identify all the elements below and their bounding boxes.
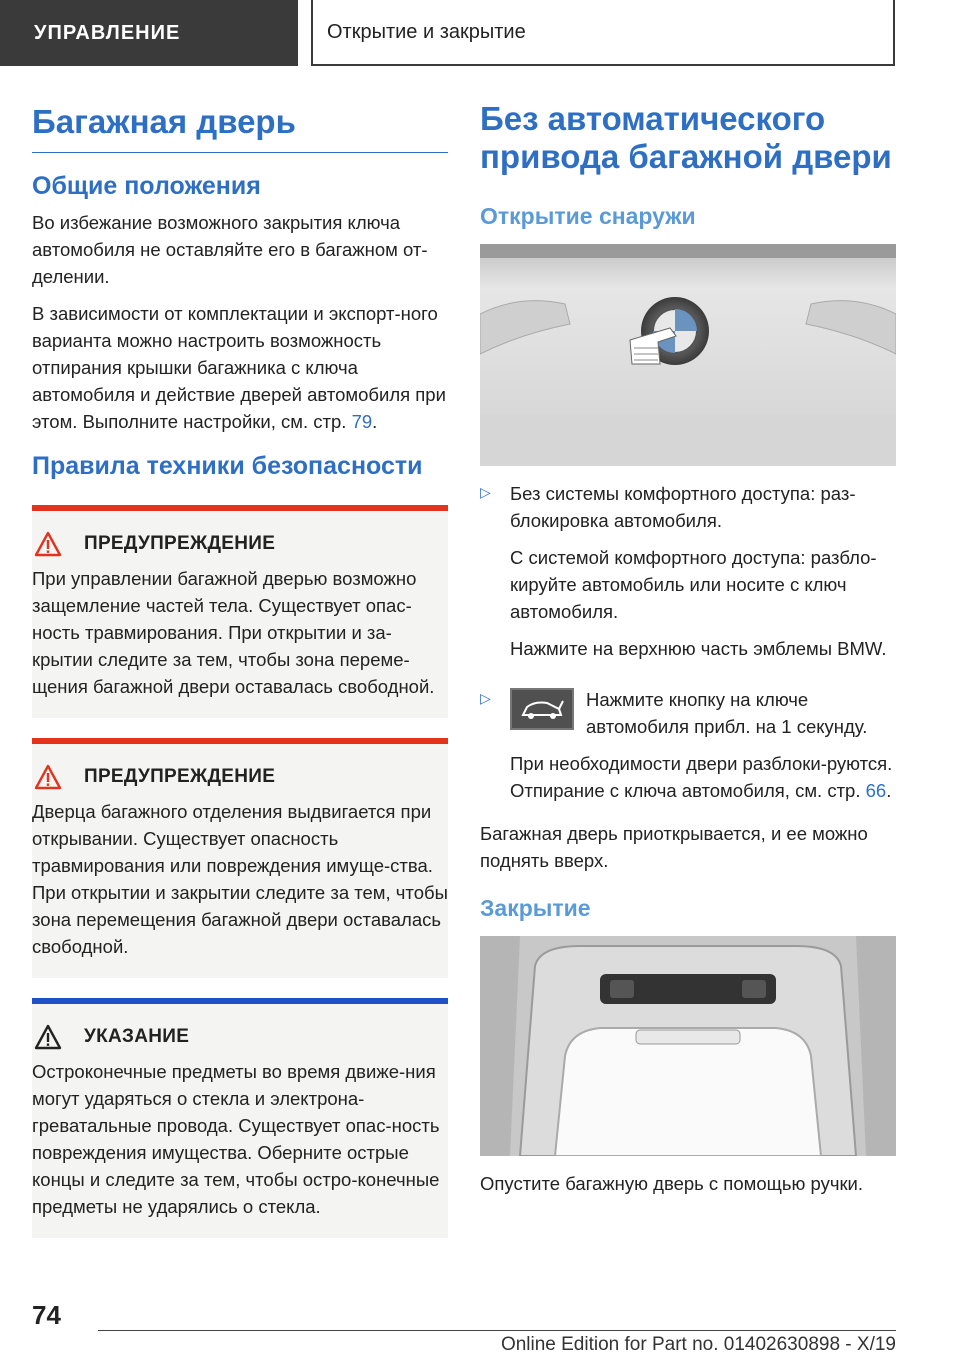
warning-text-2: Дверца багажного отделения выдвигается при открывании. Существует опасность травмирования или повреждения имуще-ства. При открытии и закрытии следите за тем, чтобы зона перемещения багажной двери оставалась свободной. <box>32 801 448 957</box>
after-bullets-paragraph: Багажная дверь приоткрывается, и ее можно поднять вверх. <box>480 823 868 871</box>
tailgate-emblem-image <box>480 244 896 466</box>
page-header <box>0 0 960 66</box>
warning-triangle-icon <box>34 531 62 557</box>
page-title: Багажная дверь <box>32 100 448 153</box>
warning-box-2 <box>32 738 448 978</box>
note-box <box>32 998 448 1238</box>
bullet-arrow-icon: ▷ <box>480 484 491 500</box>
list-item <box>480 480 896 672</box>
page-number: 74 <box>32 1300 61 1330</box>
page-link-79[interactable]: 79 <box>351 411 373 432</box>
bullet2-paragraph-1: Нажмите кнопку на ключе автомобиля прибл. на 1 секунду. <box>586 689 868 737</box>
open-outside-heading: Открытие снаружи <box>480 203 696 229</box>
notice-triangle-icon <box>34 1024 62 1050</box>
note-text: Остроконечные предметы во время движе-ния могут ударяться о стекла и электрона-греватальные провода. Существует опас-ность повреждения имущества. Оберните острые концы и следите за тем, чтобы остро-конечные предметы не ударялись о стекла. <box>32 1061 440 1217</box>
note-title: УКАЗАНИЕ <box>84 1026 190 1047</box>
tailgate-handle-image <box>480 936 896 1156</box>
chapter-tab[interactable]: Открытие и закрытие <box>311 0 895 66</box>
edition-footer: Online Edition for Part no. 01402630898 - X/19 <box>500 1334 896 1355</box>
warning-title-2: ПРЕДУПРЕЖДЕНИЕ <box>84 766 276 787</box>
warning-text-1: При управлении багажной дверью возможно защемление частей тела. Существует опас-ность травмирования. При открытии и за-крытии следите за тем, чтобы зона переме-щения багажной двери оставалась свободной. <box>32 568 435 697</box>
list-item <box>480 686 896 814</box>
right-column <box>480 100 896 1207</box>
general-paragraph-2: В зависимости от комплектации и экспорт-ного варианта можно настроить возможность отпирания крышки багажника с ключа автомобиля и действие дверей автомобиля при этом. Выполните настройки, см. стр. 79. <box>32 303 446 432</box>
warning-triangle-icon <box>34 764 62 790</box>
bullet-arrow-icon: ▷ <box>480 690 491 706</box>
general-paragraph-1: Во избежание возможного закрытия ключа автомобиля не оставляйте его в багажном от-делении. <box>32 212 428 287</box>
bullet2-paragraph-2: При необходимости двери разблоки-руются. Отпирание с ключа автомобиля, см. стр. 66. <box>510 753 893 801</box>
warning-title-1: ПРЕДУПРЕЖДЕНИЕ <box>84 533 276 554</box>
safety-heading: Правила техники безопасности <box>32 452 423 480</box>
bullet1-paragraph-1: Без системы комфортного доступа: раз-блокировка автомобиля. <box>510 483 856 531</box>
left-column <box>32 100 448 1258</box>
closing-paragraph: Опустите багажную дверь с помощью ручки. <box>480 1173 864 1194</box>
general-heading: Общие положения <box>32 172 261 200</box>
section-tab[interactable]: УПРАВЛЕНИЕ <box>0 0 298 66</box>
section-title: Без автоматического привода багажной двери <box>480 100 892 175</box>
warning-box-1 <box>32 505 448 718</box>
page-link-66[interactable]: 66 <box>865 780 887 801</box>
bullet1-paragraph-2: С системой комфортного доступа: разбло-кируйте автомобиль или носите с ключ автомобиля. <box>510 547 877 622</box>
tailgate-key-button-icon <box>510 688 574 730</box>
closing-heading: Закрытие <box>480 895 591 921</box>
bullet1-paragraph-3: Нажмите на верхнюю часть эмблемы BMW. <box>510 638 887 659</box>
footer-divider <box>98 1330 896 1331</box>
